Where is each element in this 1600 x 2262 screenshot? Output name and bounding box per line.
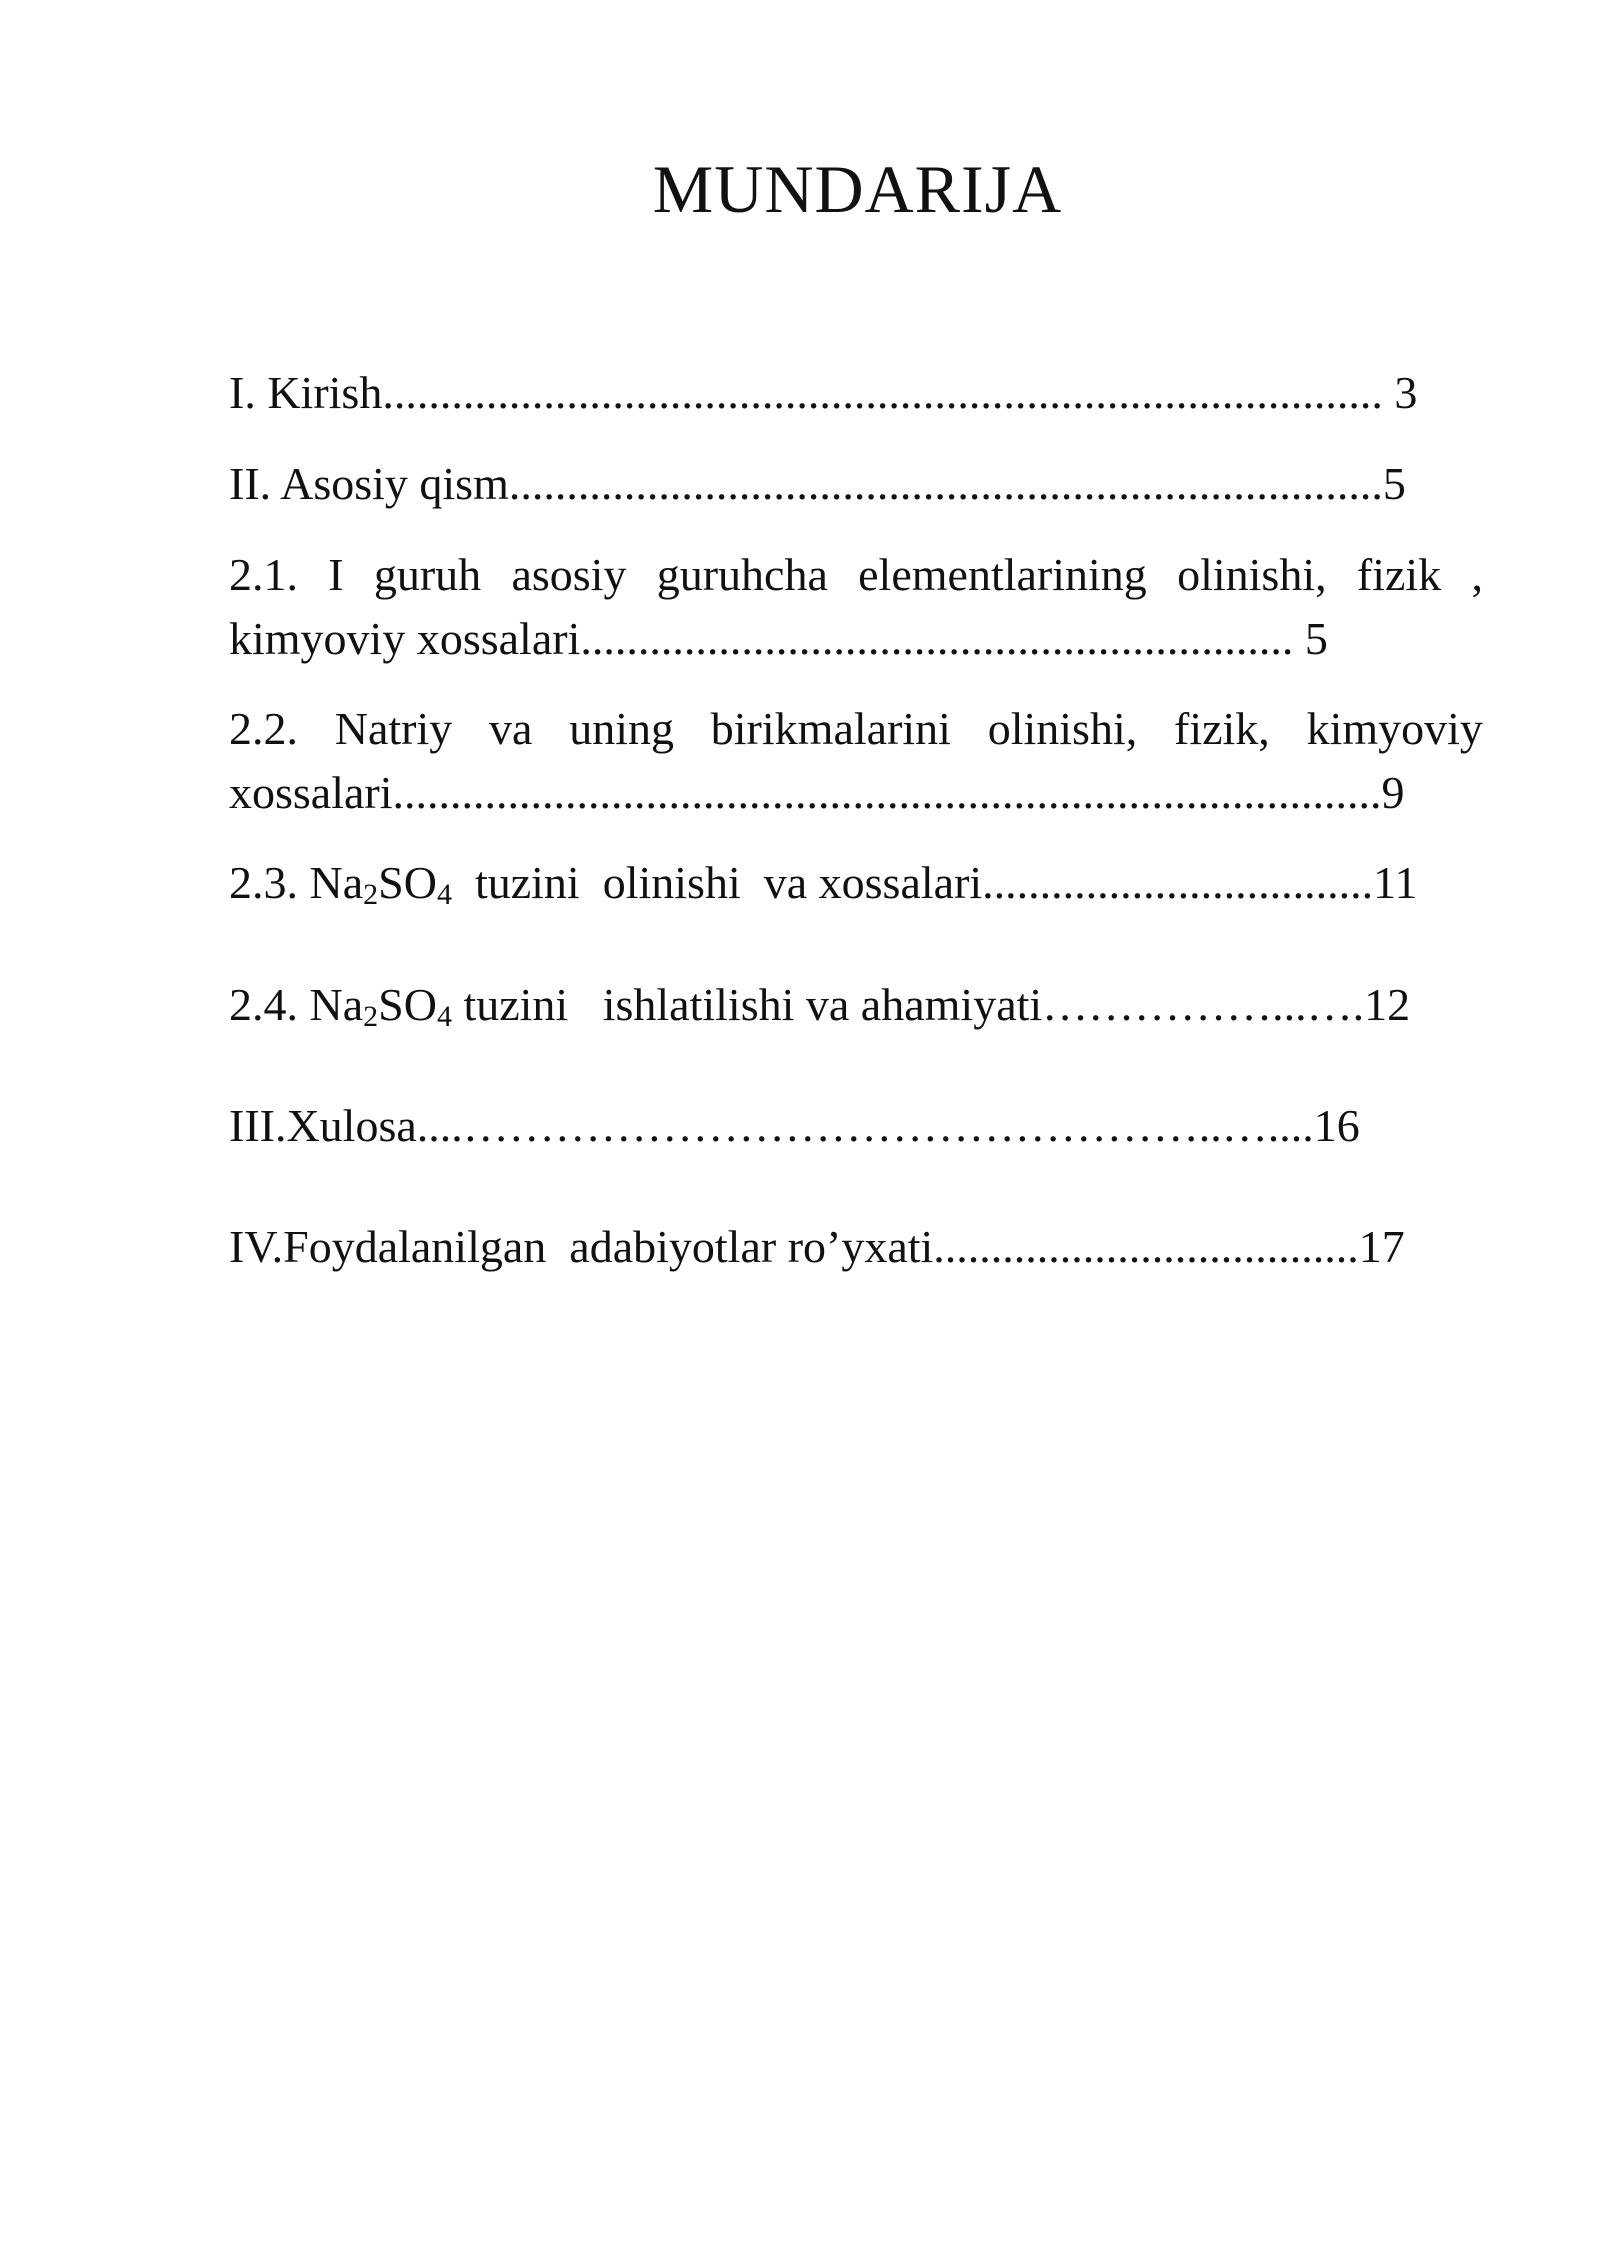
toc-word: I xyxy=(328,549,344,600)
toc-word: asosiy xyxy=(511,549,627,600)
toc-entry-adabiyotlar: IV.Foydalanilgan adabiyotlar ro’yxati.....................................17 xyxy=(229,1221,1405,1272)
toc-word: fizik xyxy=(1356,549,1442,600)
subscript: 4 xyxy=(436,878,452,911)
toc-word: , xyxy=(1471,549,1483,600)
subscript: 2 xyxy=(363,1000,379,1033)
toc-text: 2.4. Na xyxy=(229,979,364,1030)
toc-entry-2-3 xyxy=(229,851,1417,927)
toc-word: fizik, xyxy=(1174,703,1270,754)
toc-entry-2-2-line2: xossalari......................................................................................9 xyxy=(229,767,1405,818)
toc-entry-xulosa: III.Xulosa....…………………………………………..…....16 xyxy=(229,1100,1360,1151)
page-title: MUNDARIJA xyxy=(652,151,1063,227)
toc-text: 2.3. Na xyxy=(229,857,364,908)
toc-word: guruhcha xyxy=(656,549,828,600)
toc-entry-2-2 xyxy=(229,697,1483,825)
subscript: 2 xyxy=(363,878,379,911)
toc-word: birikmalarini xyxy=(710,703,951,754)
toc-entry-2-1-line1 xyxy=(229,543,1483,607)
toc-entry-2-4 xyxy=(229,973,1410,1049)
toc-word: 2.2. xyxy=(229,703,298,754)
toc-word: guruh xyxy=(373,549,482,600)
toc-word: kimyoviy xyxy=(1306,703,1483,754)
toc-entry-asosiy-qism: II. Asosiy qism............................................................................5 xyxy=(229,458,1406,509)
toc-word: Natriy xyxy=(334,703,453,754)
toc-word: uning xyxy=(569,703,675,754)
subscript: 4 xyxy=(436,1000,452,1033)
toc-entry-2-2-line1 xyxy=(229,697,1483,761)
toc-text: tuzini ishlatilishi va ahamiyati……………...….12 xyxy=(451,979,1411,1030)
toc-word: 2.1. xyxy=(229,549,298,600)
toc-word: va xyxy=(489,703,533,754)
toc-entry-2-1-line2: kimyoviy xossalari.............................................................. 5 xyxy=(229,613,1328,664)
toc-text: SO xyxy=(378,979,437,1030)
toc-text: SO xyxy=(378,857,437,908)
toc-word: olinishi, xyxy=(1177,549,1327,600)
toc-entry-2-1 xyxy=(229,543,1483,671)
toc-word: olinishi, xyxy=(987,703,1138,754)
toc-word: elementlarining xyxy=(858,549,1147,600)
toc-text: tuzini olinishi va xossalari..................................11 xyxy=(451,857,1418,908)
toc-entry-kirish: I. Kirish....................................................................................... 3 xyxy=(229,367,1418,418)
